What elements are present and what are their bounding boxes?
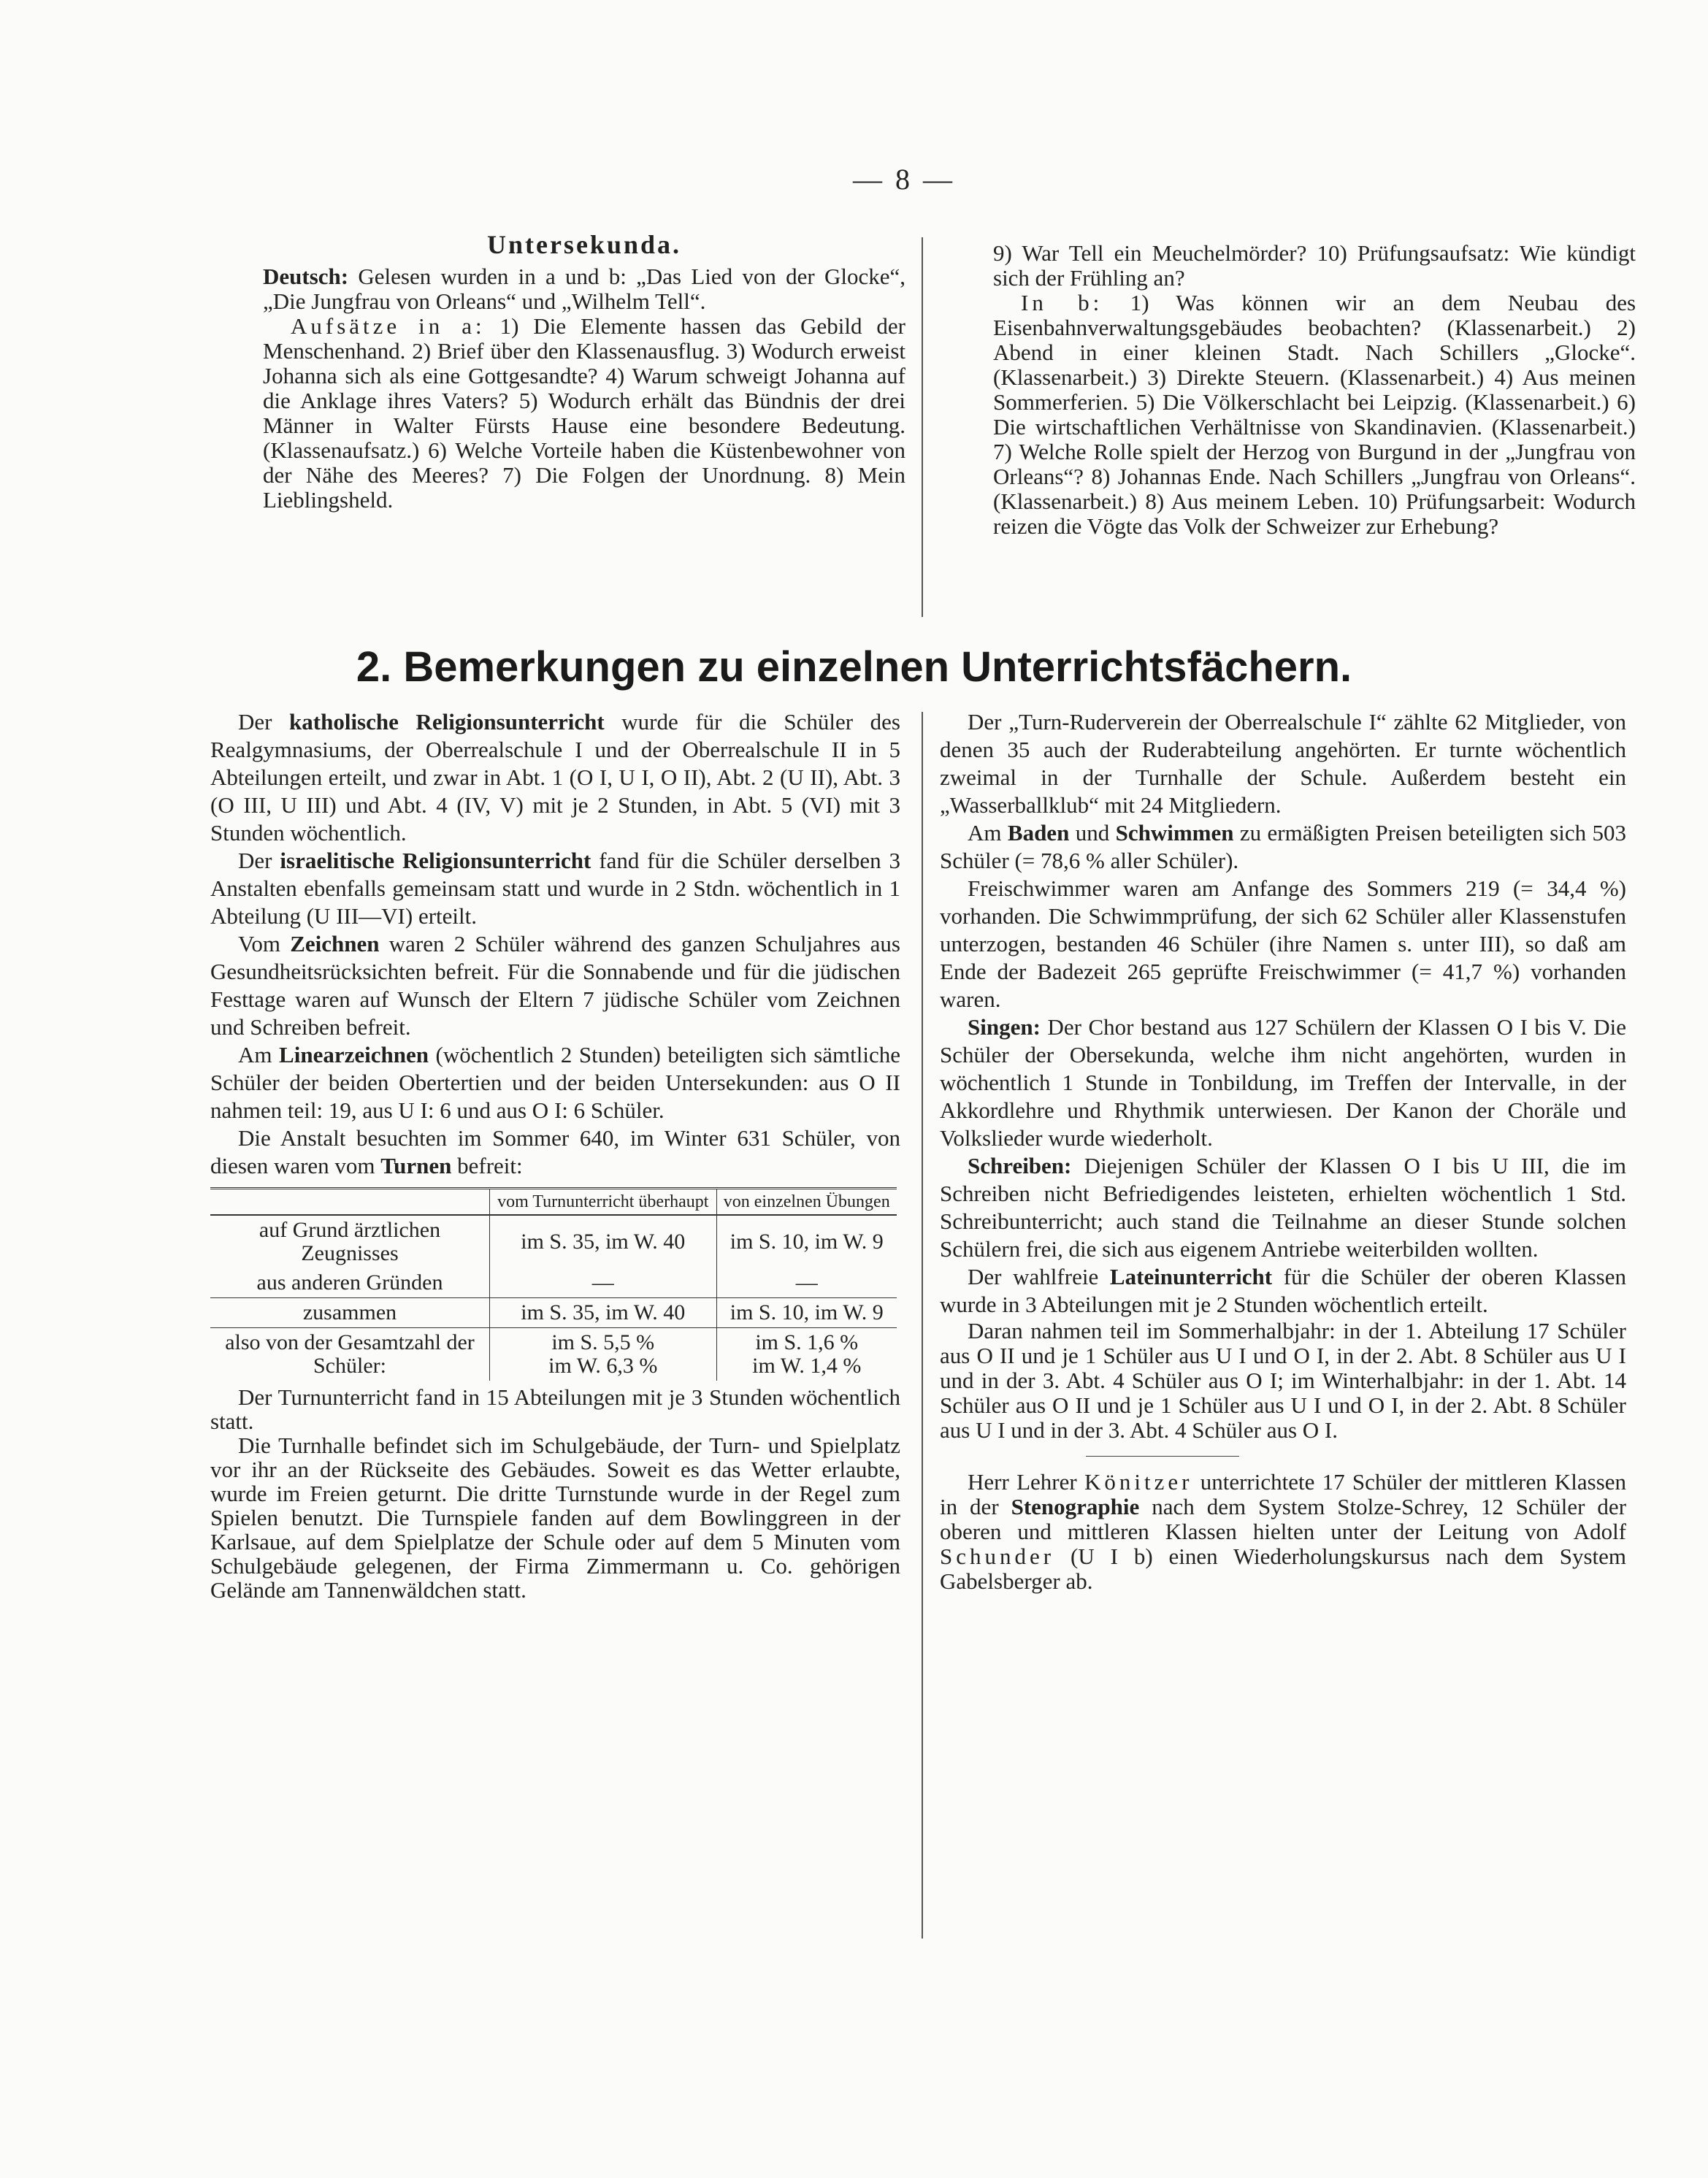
table-header: vom Turnunterricht überhaupt (490, 1189, 717, 1216)
aufsaetze-paragraph: Aufsätze in a: 1) Die Elemente hassen das Gebild der Menschenhand. 2) Brief über den Klassenausflug. 3) Wodurch erweist Johanna sich als eine Gottgesandte? 4) Warum schweigt Johanna auf die Anklage ihres Vaters? 5) Wodurch erhält das Bündnis der drei Männer in Walter Fürsts Hause eine besondere Bedeutung. (Klassenaufsatz.) 6) Welche Vorteile haben die Küstenbewohner von der Nähe des Meeres? 7) Die Folgen der Unordnung. 8) Mein Lieblingsheld. (263, 313, 906, 513)
page-number: — 8 — (853, 163, 955, 196)
table-row: auf Grund ärztlichen Zeugnisses im S. 35, im W. 40 im S. 10, im W. 9 (210, 1215, 897, 1268)
turnbefreiung-table (210, 1187, 897, 1381)
linearzeichnen-paragraph: Am Linearzeichnen (wöchentlich 2 Stunden) beteiligten sich sämtliche Schüler der beiden Obertertien und der beiden Untersekunden: aus O II nahmen teil: 19, aus U I: 6 und aus O I: 6 Schüler. (210, 1042, 901, 1123)
schreiben-paragraph: Schreiben: Diejenigen Schüler der Klassen O I bis U III, die im Schreiben nicht Befriedigendes leisteten, erhielten wöchentlich 1 Std. Schreibunterricht; auch stand die Teilnahme an dieser Stunde solchen Schülern frei, die sich aus eigenem Antriebe weiterbilden wollten. (940, 1153, 1626, 1262)
turnunterricht-paragraph: Der Turnunterricht fand in 15 Abteilungen mit je 3 Stunden wöchentlich statt. (210, 1384, 900, 1434)
singen-paragraph: Singen: Der Chor bestand aus 127 Schülern der Klassen O I bis V. Die Schüler der Obersekunda, welche ihm nicht angehörten, wurden in wöchentlich 1 Stunde in Tonbildung, im Treffen der Intervalle, in der Akkordlehre und Rhythmik unterwiesen. Der Kanon der Choräle und Volkslieder wurde wiederholt. (940, 1014, 1627, 1151)
table-header-row (210, 1189, 897, 1216)
bemerkungen-right-column (940, 708, 1626, 1594)
deutsch-paragraph: Deutsch: Gelesen wurden in a und b: „Das Lied von der Glocke“, „Die Jungfrau von Orleans“ und „Wilhelm Tell“. (263, 264, 906, 314)
column-divider (922, 712, 923, 1939)
stenographie-paragraph: Herr Lehrer Könitzer unterrichtete 17 Schüler der mittleren Klassen in der Stenographie nach dem System Stolze-Schrey, 12 Schüler der oberen und mittleren Klassen hielten unter der Leitung von Adolf Schunder (U I b) einen Wiederholungskursus nach dem System Gabelsberger ab. (940, 1469, 1627, 1594)
freischwimmer-paragraph: Freischwimmer waren am Anfange des Sommers 219 (= 34,4 %) vorhanden. Die Schwimmprüfung, der sich 62 Schüler aller Klassenstufen unterzogen, bestanden 46 Schüler (ihre Namen s. unter III), so daß am Ende der Badezeit 265 geprüfte Freischwimmer (= 41,7 %) vorhanden waren. (940, 875, 1626, 1012)
katholisch-paragraph: Der katholische Religionsunterricht wurde für die Schüler des Realgymnasiums, der Oberrealschule I und der Oberrealschule II in 5 Abteilungen erteilt, und zwar in Abt. 1 (O I, U I, O II), Abt. 2 (U II), Abt. 3 (O III, U III) und Abt. 4 (IV, V) mit je 2 Stunden, in Abt. 5 (VI) mit 3 Stunden wöchentlich. (210, 709, 900, 845)
table-header: von einzelnen Übungen (716, 1189, 897, 1216)
separator-line (1086, 1456, 1239, 1457)
zeichnen-paragraph: Vom Zeichnen waren 2 Schüler während des ganzen Schuljahres aus Gesundheitsrücksichten befreit. Für die Sonnabende und für die jüdischen Festtage waren auf Wunsch der Eltern 7 jüdische Schüler vom Zeichnen und Schreiben befreit. (210, 931, 900, 1040)
bemerkungen-left-column (210, 708, 900, 1602)
ruderverein-paragraph: Der „Turn-Ruderverein der Oberrealschule I“ zählte 62 Mitglieder, von denen 35 auch der Ruderabteilung angehörten. Er turnte wöchentlich zweimal in der Turnhalle der Schule. Außerdem besteht ein „Wasserballklub“ mit 24 Mitgliedern. (940, 709, 1626, 818)
untersekunda-column (263, 232, 905, 513)
aufsaetze-continued: 9) War Tell ein Meuchelmörder? 10) Prüfungsaufsatz: Wie kündigt sich der Frühling an? (993, 240, 1636, 291)
schwimmen-paragraph: Am Baden und Schwimmen zu ermäßigten Preisen beteiligten sich 503 Schüler (= 78,6 % aller Schüler). (940, 820, 1627, 873)
table-row: also von der Gesamtzahl der Schüler: im S. 5,5 % im W. 6,3 % im S. 1,6 % im W. 1,4 % (210, 1328, 897, 1381)
israelitisch-paragraph: Der israelitische Religionsunterricht fand für die Schüler derselben 3 Anstalten ebenfalls gemeinsam statt und wurde in 2 Stdn. wöchentlich in 1 Abteilung (U III—VI) erteilt. (210, 848, 901, 929)
section-heading: Untersekunda. (486, 230, 682, 259)
untersekunda-column-right (993, 241, 1636, 539)
latein-paragraph: Der wahlfreie Lateinunterricht für die Schüler der oberen Klassen wurde in 3 Abteilungen mit je 2 Stunden wöchentlich erteilt. (940, 1264, 1627, 1317)
table-row: aus anderen Gründen — — (210, 1268, 897, 1298)
main-heading: 2. Bemerkungen zu einzelnen Unterrichtsfächern. (356, 643, 1352, 691)
inb-paragraph: In b: 1) Was können wir an dem Neubau des Eisenbahnverwaltungsgebäudes beobachten? (Klassenarbeit.) 2) Abend in einer kleinen Stadt. Nach Schillers „Glocke“. (Klassenarbeit.) 3) Direkte Steuern. (Klassenarbeit.) 4) Aus meinen Sommerferien. 5) Die Völkerschlacht bei Leipzig. (Klassenarbeit.) 6) Die wirtschaftlichen Verhältnisse von Skandinavien. (Klassenarbeit.) 7) Welche Rolle spielt der Herzog von Burgund in der „Jungfrau von Orleans“? 8) Johannas Ende. Nach Schillers „Jungfrau von Orleans“. (Klassenarbeit.) 8) Aus meinem Leben. 10) Prüfungsarbeit: Wodurch reizen die Vögte das Volk der Schweizer zur Erhebung? (993, 290, 1636, 539)
turnen-paragraph: Die Anstalt besuchten im Sommer 640, im Winter 631 Schüler, von diesen waren vom Turnen befreit: (210, 1125, 900, 1178)
latein-teilnahme-paragraph: Daran nahmen teil im Sommerhalbjahr: in der 1. Abteilung 17 Schüler aus O II und je 1 Schüler aus U I und O I, in der 2. Abt. 8 Schüler aus U I und in der 3. Abt. 4 Schüler aus O I; im Winterhalbjahr: in der 1. Abt. 14 Schüler aus O II und je 1 Schüler aus U I und O I, in der 2. Abt. 8 Schüler aus U I und in der 3. Abt. 4 Schüler aus O I. (940, 1318, 1626, 1443)
table-row: zusammen im S. 35, im W. 40 im S. 10, im W. 9 (210, 1298, 897, 1328)
column-divider (922, 237, 923, 617)
turnhalle-paragraph: Die Turnhalle befindet sich im Schulgebäude, der Turn- und Spielplatz vor ihr an der Rückseite des Gebäudes. Soweit es das Wetter erlaubte, wurde im Freien geturnt. Die dritte Turnstunde wurde in der Regel zum Spielen benutzt. Die Turnspiele fanden auf dem Bowlinggreen in der Karlsaue, auf dem Spielplatze der Schule oder auf dem 5 Minuten vom Schulgebäude gelegenen, der Firma Zimmermann u. Co. gehörigen Gelände am Tannenwäldchen statt. (210, 1433, 900, 1603)
